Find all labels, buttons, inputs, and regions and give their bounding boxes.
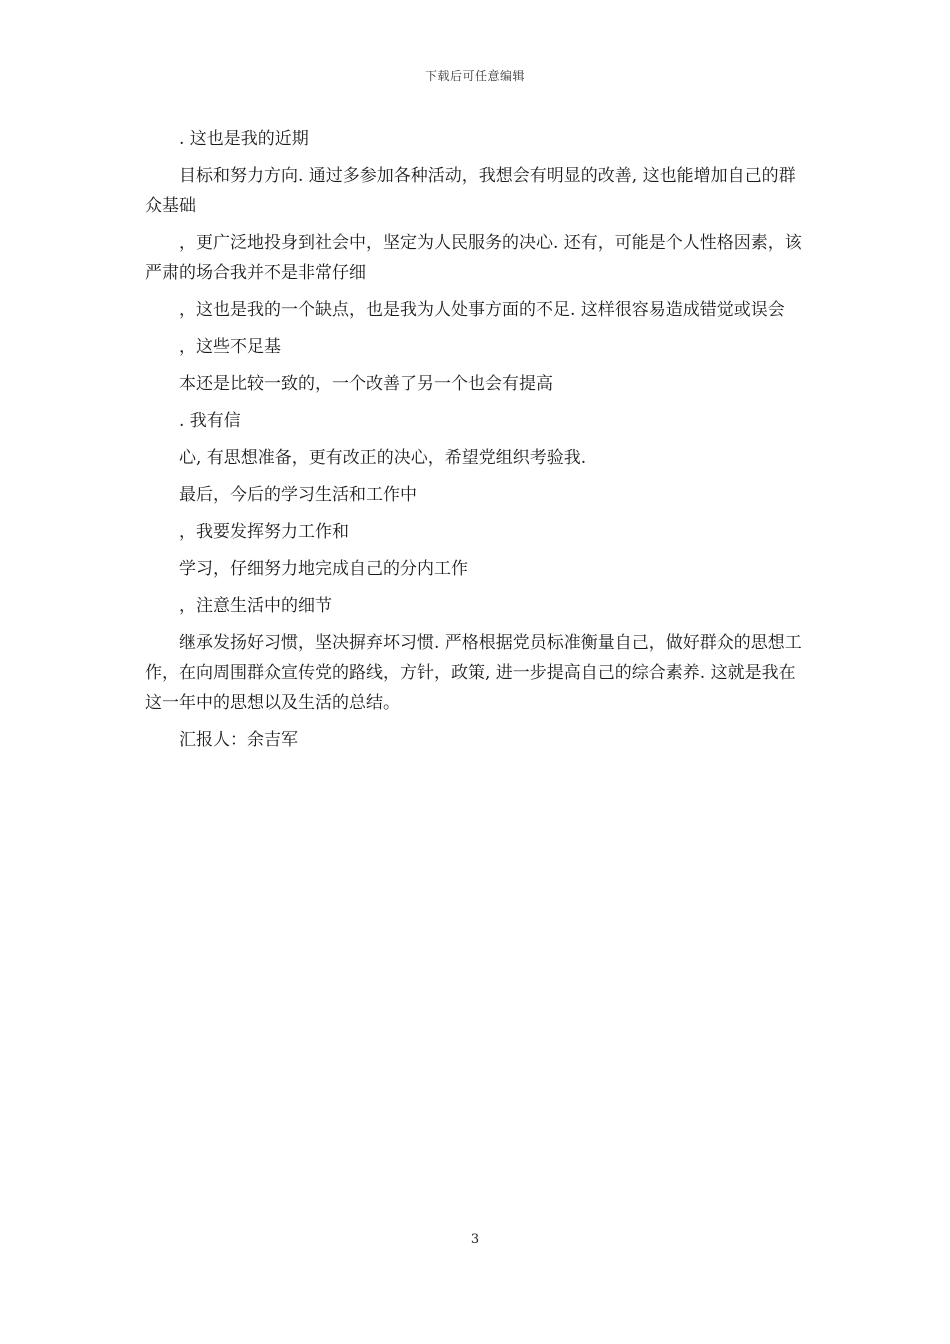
paragraph: ，我要发挥努力工作和 — [179, 522, 349, 542]
page-header: 下载后可任意编辑 — [424, 69, 525, 83]
paragraph: . 这也是我的近期 — [179, 129, 309, 149]
paragraph: 继承发扬好习惯，坚决摒弃坏习惯. 严格根据党员标准衡量自己，做好群众的思想工作，在向周围群众宣传党的路线，方针，政策, 进一步提高自己的综合素养. 这就是我在这一年中的思想以及生活的总结。 — [145, 633, 802, 713]
paragraph: ，注意生活中的细节 — [179, 596, 332, 616]
paragraph: ，更广泛地投身到社会中，坚定为人民服务的决心. 还有，可能是个人性格因素，该严肃的场合我并不是非常仔细 — [145, 233, 802, 283]
paragraph: 心, 有思想准备，更有改正的决心，希望党组织考验我. — [179, 448, 587, 468]
paragraph: . 我有信 — [179, 411, 241, 431]
document-body — [145, 124, 810, 762]
page-number: 3 — [470, 1232, 480, 1247]
paragraph: 学习，仔细努力地完成自己的分内工作 — [179, 559, 468, 579]
paragraph: 本还是比较一致的，一个改善了另一个也会有提高 — [179, 374, 553, 394]
signature-line: 汇报人：余吉军 — [179, 730, 298, 750]
paragraph: 最后，今后的学习生活和工作中 — [179, 485, 417, 505]
paragraph: ，这些不足基 — [179, 337, 281, 357]
paragraph: ，这也是我的一个缺点，也是我为人处事方面的不足. 这样很容易造成错觉或误会 — [179, 300, 785, 320]
paragraph: 目标和努力方向. 通过多参加各种活动，我想会有明显的改善, 这也能增加自己的群众基础 — [145, 166, 796, 216]
